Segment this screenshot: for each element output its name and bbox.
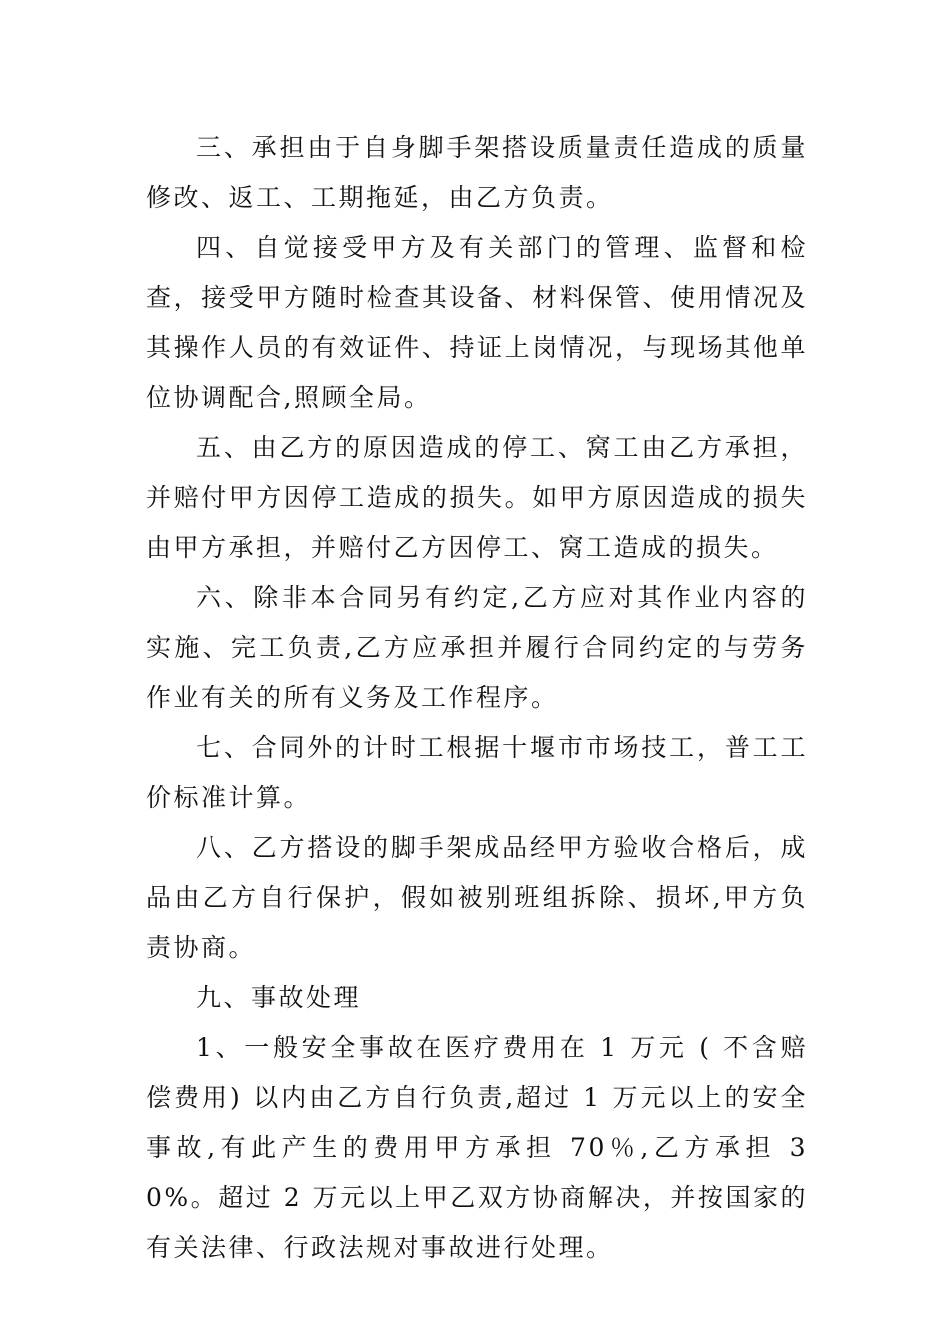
paragraph-clause-4: 四、自觉接受甲方及有关部门的管理、监督和检查，接受甲方随时检查其设备、材料保管、使用情况及其操作人员的有效证件、持证上岗情况，与现场其他单位协调配合,照顾全局。 (146, 233, 808, 412)
document-body (146, 123, 808, 1273)
paragraph-clause-5: 五、由乙方的原因造成的停工、窝工由乙方承担，并赔付甲方因停工造成的损失。如甲方原因造成的损失由甲方承担，并赔付乙方因停工、窝工造成的损失。 (146, 433, 808, 562)
paragraph-clause-8: 八、乙方搭设的脚手架成品经甲方验收合格后，成品由乙方自行保护，假如被别班组拆除、损坏,甲方负责协商。 (146, 833, 808, 962)
paragraph-clause-3: 三、承担由于自身脚手架搭设质量责任造成的质量修改、返工、工期拖延，由乙方负责。 (146, 133, 808, 212)
paragraph-accident-item-1: 1、一般安全事故在医疗费用在 1 万元 ( 不含赔偿费用) 以内由乙方自行负责,超过 1 万元以上的安全事故,有此产生的费用甲方承担 70％,乙方承担 30%。超过 2 万元以上甲乙双方协商解决，并按国家的有关法律、行政法规对事故进行处理。 (146, 1033, 808, 1262)
section-heading-accident-handling: 九、事故处理 (196, 983, 362, 1012)
paragraph-clause-6: 六、除非本合同另有约定,乙方应对其作业内容的实施、完工负责,乙方应承担并履行合同约定的与劳务作业有关的所有义务及工作程序。 (146, 583, 808, 712)
paragraph-clause-7: 七、合同外的计时工根据十堰市市场技工，普工工价标准计算。 (146, 733, 808, 812)
